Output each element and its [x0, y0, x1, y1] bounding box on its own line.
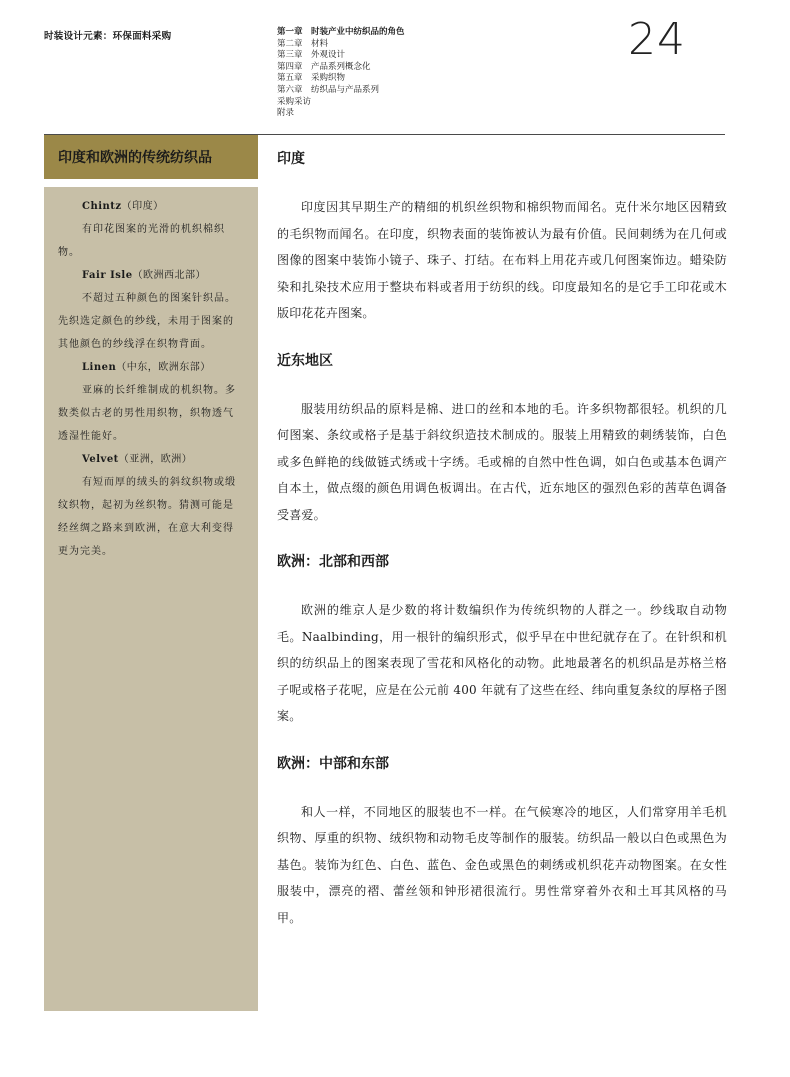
page-number: 24 [628, 14, 686, 65]
glossary-definition: 亚麻的长纤维制成的机织物。多数类似古老的男性用织物，织物透气透湿性能好。 [58, 385, 236, 442]
chapter-nav [277, 27, 405, 120]
section-body: 欧洲的维京人是少数的将计数编织作为传统织物的人群之一。纱线取自动物毛。Naalbinding，用一根针的编织形式，似乎早在中世纪就存在了。在针织和机织的纺织品上的图案表现了雪花和风格化的动物。此地最著名的机织品是苏格兰格子呢或格子花呢，应是在公元前 400 年就有了这些在经、纬向重复条纹的厚格子图案。 [277, 603, 727, 723]
glossary-term-name: Chintz [82, 201, 122, 212]
section-body: 和人一样，不同地区的服装也不一样。在气候寒冷的地区，人们常穿用羊毛机织物、厚重的织物、绒织物和动物毛皮等制作的服装。纺织品一般以白色或黑色为基色。装饰为红色、白色、蓝色、金色或黑色的刺绣或机织花卉动物图案。在女性服装中，漂亮的褶、蕾丝领和钟形裙很流行。男性常穿着外衣和土耳其风格的马甲。 [277, 804, 727, 925]
glossary-term-region: （亚洲，欧洲） [118, 454, 193, 465]
glossary-term [82, 195, 244, 218]
chapter-nav-item[interactable]: 采购采访 [277, 96, 312, 107]
glossary-term-name: Velvet [82, 454, 119, 465]
section-body: 印度因其早期生产的精细的机织丝织物和棉织物而闻名。克什米尔地区因精致的毛织物而闻名。在印度，织物表面的装饰被认为最有价值。民间刺绣为在几何或图像的图案中装饰小镜子、珠子、打结。在布料上用花卉或几何图案饰边。蜡染防染和扎染技术应用于整块布料或者用于纺织的线。印度最知名的是它手工印花或木版印花花卉图案。 [277, 200, 727, 320]
section-title: 欧洲：北部和西部 [277, 554, 389, 570]
sidebar-panel [44, 187, 258, 1011]
glossary [44, 187, 258, 563]
chapter-nav-item[interactable]: 第一章 时装产业中纺织品的角色 [277, 27, 405, 37]
glossary-term [82, 448, 244, 471]
chapter-nav-item[interactable]: 第六章 纺织品与产品系列 [277, 84, 380, 95]
sidebar-header [44, 135, 258, 179]
chapter-nav-item[interactable]: 第三章 外观设计 [277, 50, 346, 61]
glossary-definition: 有印花图案的光滑的机织棉织物。 [58, 224, 225, 258]
section-title: 近东地区 [277, 352, 333, 369]
glossary-term-region: （欧洲西北部） [132, 270, 207, 281]
section-body: 服装用纺织品的原料是棉、进口的丝和本地的毛。许多织物都很轻。机织的几何图案、条纹或格子是基于斜纹织造技术制成的。服装上用精致的刺绣装饰，白色或多色鲜艳的线做链式绣或十字绣。毛或棉的自然中性色调，如白色或基本色调产自本土，做点缀的颜色用调色板调出。在古代，近东地区的强烈色彩的茜草色调备受喜爱。 [277, 401, 727, 522]
chapter-nav-item[interactable]: 第二章 材料 [277, 38, 329, 49]
chapter-nav-item[interactable]: 附录 [277, 108, 295, 119]
chapter-nav-item[interactable]: 第四章 产品系列概念化 [277, 61, 371, 72]
glossary-term-name: Linen [82, 362, 117, 373]
main-content [277, 148, 727, 931]
glossary-term [82, 264, 244, 287]
glossary-term-region: （中东，欧洲东部） [116, 362, 211, 373]
glossary-term [82, 356, 244, 379]
section-title: 印度 [277, 151, 305, 167]
book-title: 时装设计元素：环保面料采购 [44, 31, 172, 42]
section-title: 欧洲：中部和东部 [277, 755, 389, 772]
glossary-definition: 不超过五种颜色的图案针织品。先织选定颜色的纱线，未用于图案的其他颜色的纱线浮在织物背面。 [58, 293, 236, 350]
chapter-nav-item[interactable]: 第五章 采购织物 [277, 73, 346, 84]
sidebar-title: 印度和欧洲的传统纺织品 [58, 150, 212, 166]
glossary-term-name: Fair Isle [82, 270, 133, 281]
glossary-definition: 有短而厚的绒头的斜纹织物或缎纹织物，起初为丝织物。猜测可能是经丝绸之路来到欧洲，在意大利变得更为完美。 [58, 477, 236, 557]
glossary-term-region: （印度） [121, 201, 164, 212]
